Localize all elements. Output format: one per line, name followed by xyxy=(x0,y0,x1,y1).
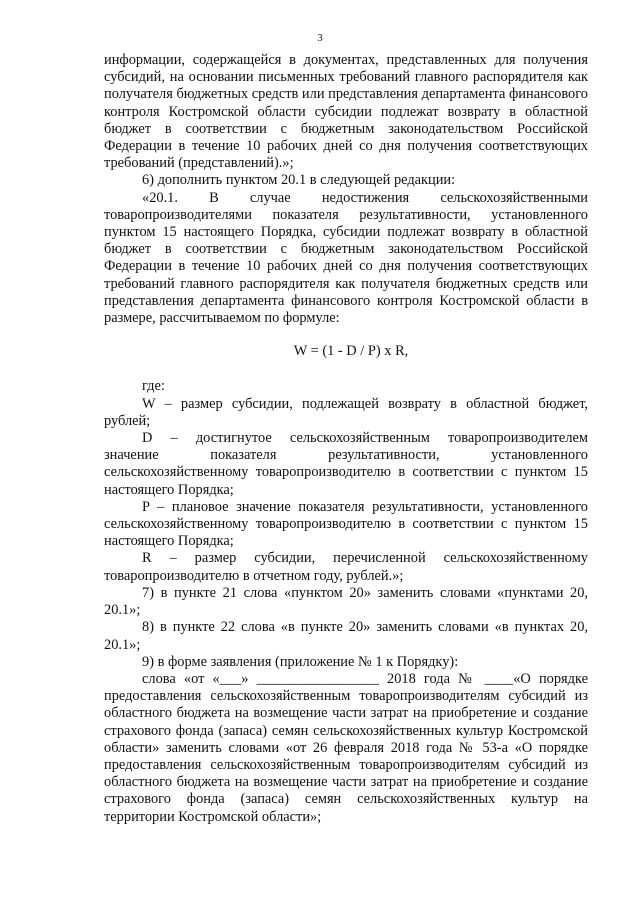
paragraph-item-9: 9) в форме заявления (приложение № 1 к Порядку): xyxy=(142,653,459,670)
paragraph-item-8: 8) в пункте 22 слова «в пункте 20» заменить словами «в пунктах 20, 20.1»; xyxy=(104,619,588,653)
definition-w: W – размер субсидии, подлежащей возврату в областной бюджет, рублей; xyxy=(104,395,588,429)
definition-d: D – достигнутое сельскохозяйственным товаропроизводителем значение показателя результативности, установленного сельскохозяйственному товаропроизводителю в соответствии с пунктом 15 настоящего Порядка; xyxy=(104,430,588,498)
paragraph-where: где: xyxy=(142,378,165,395)
paragraph-continuation: информации, содержащейся в документах, представленных для получения субсидий, на основании письменных требований главного распорядителя как получателя бюджетных средств или представления департамента финансового контроля Костромской области субсидии подлежат возврату в областной бюджет в соответствии с бюджетным законодательством Российской Федерации в течение 10 рабочих дней со дня получения соответствующих требований (представлений).»; xyxy=(104,52,588,172)
paragraph-item-6: 6) дополнить пунктом 20.1 в следующей редакции: xyxy=(142,172,456,189)
paragraph-clause-20-1: «20.1. В случае недостижения сельскохозяйственными товаропроизводителями показателя результативности, установленного пунктом 15 настоящего Порядка, субсидии подлежат возврату в областной бюджет в соответствии с бюджетным законодательством Российской Федерации в течение 10 рабочих дней со дня получения соответствующих требований главного распорядителя как получателя бюджетных средств или представления департамента финансового контроля Костромской области в размере, рассчитываемом по формуле: xyxy=(104,189,588,327)
definition-r: R – размер субсидии, перечисленной сельскохозяйственному товаропроизводителю в отчетном году, рублей.»; xyxy=(104,550,588,584)
paragraph-item-7: 7) в пункте 21 слова «пунктом 20» заменить словами «пунктами 20, 20.1»; xyxy=(104,584,588,619)
paragraph-replacement: слова «от «___» _________________ 2018 года № ____«О порядке предоставления сельскохозяйственным товаропроизводителям субсидий из областного бюджета на возмещение части затрат на приобретение и создание страхового фонда (запаса) семян сельскохозяйственных культур Костромской области» заменить словами «от 26 февраля 2018 года № 53-а «О порядке предоставления сельскохозяйственным товаропроизводителям субсидий из областного бюджета на возмещение части затрат на приобретение и создание страхового фонда (запаса) семян сельскохозяйственных культур на территории Костромской области»; xyxy=(104,670,588,825)
document-body xyxy=(104,52,588,826)
page-number: 3 xyxy=(317,33,323,44)
definition-p: P – плановое значение показателя результативности, установленного сельскохозяйственному товаропроизводителю в соответствии с пунктом 15 настоящего Порядка; xyxy=(104,498,588,550)
formula: W = (1 - D / P) x R, xyxy=(293,343,409,360)
